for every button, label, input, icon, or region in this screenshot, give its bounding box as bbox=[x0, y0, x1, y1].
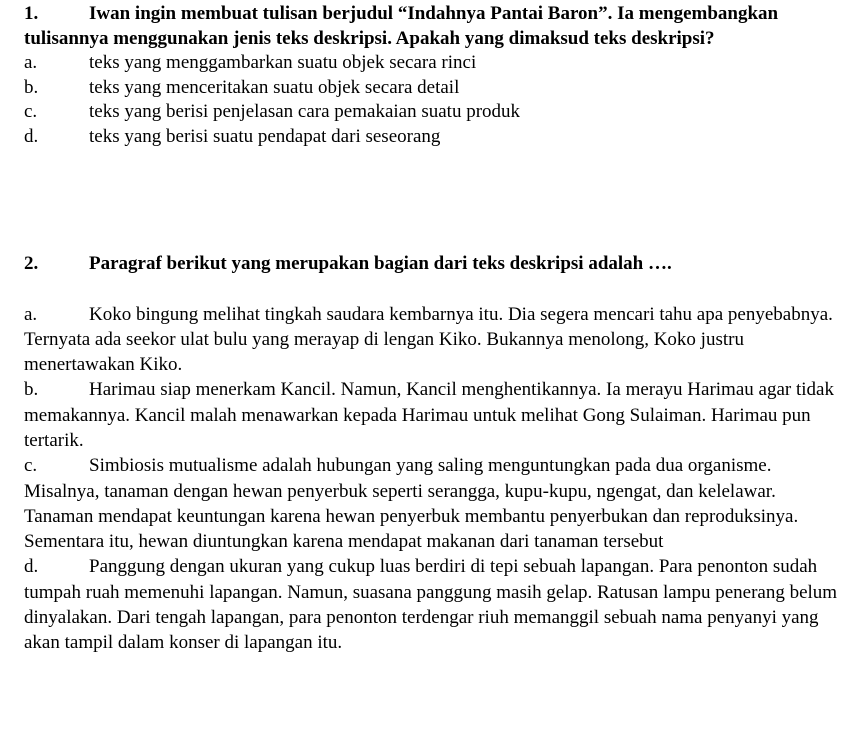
question-1-text: Iwan ingin membuat tulisan berjudul “Indahnya Pantai Baron”. Ia mengembangkan tulisannya menggunakan jenis teks deskripsi. Apakah yang dimaksud teks deskripsi? bbox=[24, 3, 779, 49]
option-letter: d. bbox=[24, 125, 39, 147]
option-text: teks yang berisi penjelasan cara pemakaian suatu produk bbox=[89, 101, 521, 122]
option-letter: a. bbox=[24, 303, 38, 325]
option-letter: b. bbox=[24, 76, 39, 98]
option-letter: d. bbox=[24, 556, 39, 578]
question-2-stem bbox=[24, 252, 838, 277]
question-1-option-b[interactable] bbox=[24, 76, 838, 101]
option-letter: a. bbox=[24, 52, 38, 73]
question-2-option-d[interactable] bbox=[24, 554, 838, 655]
option-text: teks yang menggambarkan suatu objek secara rinci bbox=[89, 52, 477, 73]
option-text: Koko bingung melihat tingkah saudara kembarnya itu. Dia segera mencari tahu apa penyebabnya. Ternyata ada seekor ulat bulu yang merayap di lengan Kiko. Bukannya menolong, Koko justru menertawakan Kiko. bbox=[24, 303, 833, 376]
option-text: Harimau siap menerkam Kancil. Namun, Kancil menghentikannya. Ia merayu Harimau agar tidak memakannya. Kancil malah menawarkan kepada Harimau untuk melihat Gong Sulaiman. Harimau pun tertarik. bbox=[24, 379, 834, 451]
option-text: Simbiosis mutualisme adalah hubungan yang saling menguntungkan pada dua organisme. Misalnya, tanaman dengan hewan penyerbuk seperti serangga, kupu-kupu, ngengat, dan kelelawar. Tanaman mendapat keuntungan karena hewan penyerbuk membantu penyerbukan dan reproduksinya. Sementara itu, hewan diuntungkan karena mendapat makanan dari tanaman tersebut bbox=[24, 455, 799, 553]
question-1-option-d[interactable] bbox=[24, 125, 838, 150]
question-1-stem bbox=[24, 2, 838, 51]
question-1-option-a[interactable] bbox=[24, 51, 838, 76]
question-1-option-c[interactable] bbox=[24, 100, 838, 125]
question-2-text: Paragraf berikut yang merupakan bagian dari teks deskripsi adalah …. bbox=[89, 253, 672, 274]
question-1-number: 1. bbox=[24, 3, 39, 24]
question-2-option-a[interactable] bbox=[24, 302, 838, 378]
question-1 bbox=[24, 2, 838, 149]
question-2-option-b[interactable] bbox=[24, 377, 838, 453]
option-text: teks yang menceritakan suatu objek secara detail bbox=[89, 76, 460, 98]
option-text: Panggung dengan ukuran yang cukup luas berdiri di tepi sebuah lapangan. Para penonton sudah tumpah ruah memenuhi lapangan. Namun, suasana panggung masih gelap. Ratusan lampu penerang belum dinyalakan. Dari tengah lapangan, para penonton terdengar riuh memanggil sebuah nama penyanyi yang akan tampil dalam konser di lapangan itu. bbox=[24, 556, 838, 654]
option-letter: b. bbox=[24, 379, 39, 401]
option-text: teks yang berisi suatu pendapat dari seseorang bbox=[89, 125, 441, 147]
option-letter: c. bbox=[24, 101, 38, 122]
question-2 bbox=[24, 252, 838, 656]
question-2-number: 2. bbox=[24, 253, 39, 274]
option-letter: c. bbox=[24, 455, 38, 477]
question-2-option-c[interactable] bbox=[24, 453, 838, 554]
